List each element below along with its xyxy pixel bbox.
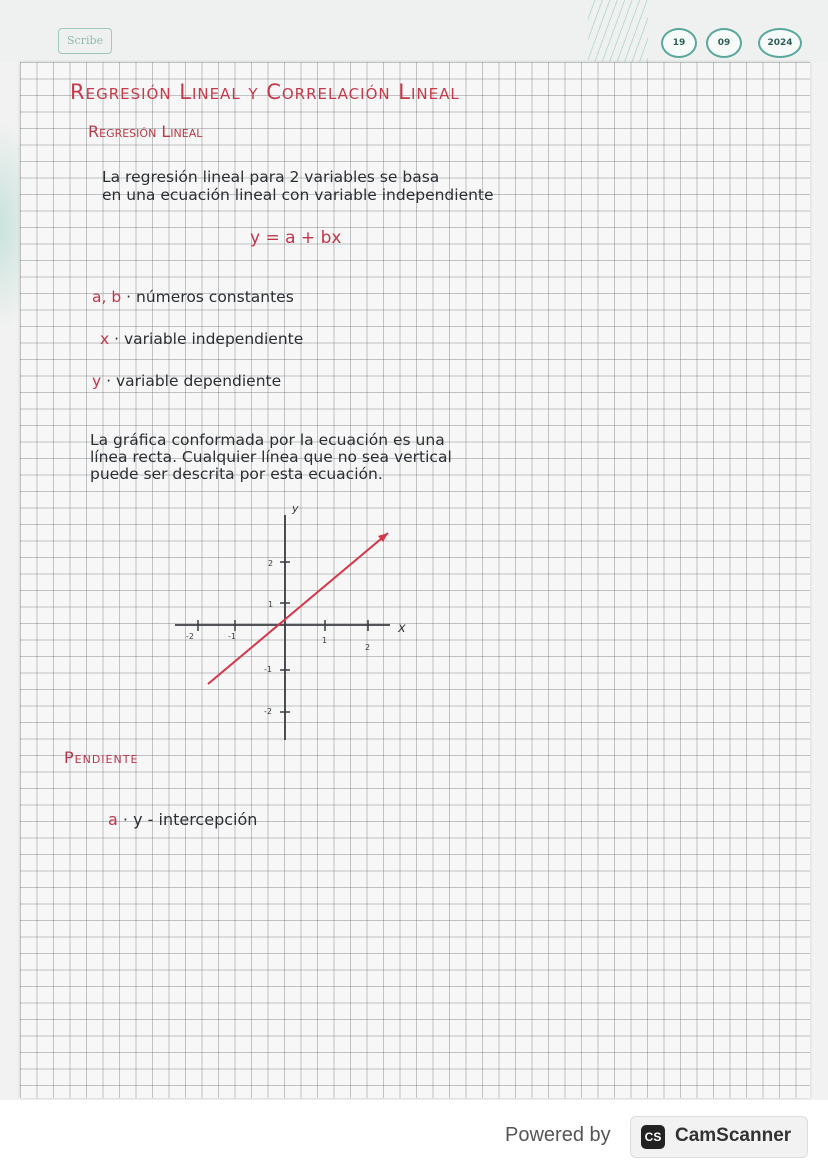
date-month: 09 xyxy=(706,28,742,58)
y-axis-label: y xyxy=(292,502,299,515)
x-tick-label: 1 xyxy=(322,636,328,645)
graph-paragraph xyxy=(90,432,452,483)
text-line: La regresión lineal para 2 variables se basa xyxy=(102,168,440,186)
date-year: 2024 xyxy=(758,28,802,58)
definition-separator: · xyxy=(114,330,124,348)
x-axis-label: x xyxy=(398,621,406,636)
powered-by-text: Powered by xyxy=(505,1124,611,1146)
slope-term: a xyxy=(108,810,118,829)
text-line: en una ecuación lineal con variable independiente xyxy=(102,186,494,204)
definition-term: x xyxy=(100,330,110,348)
definition-text: variable independiente xyxy=(123,330,304,348)
y-tick-label: -1 xyxy=(264,665,272,674)
page-title: Regresión Lineal y Correlación Lineal xyxy=(70,80,460,104)
text-line: línea recta. Cualquier línea que no sea vertical xyxy=(90,448,452,466)
camscanner-logo-icon: CS xyxy=(641,1125,665,1149)
definition-separator: · xyxy=(106,372,116,390)
text-line: La gráfica conformada por la ecuación es una xyxy=(90,431,445,449)
definition-term: a, b xyxy=(92,288,122,306)
x-tick-label: -2 xyxy=(186,632,194,641)
definition-text: números constantes xyxy=(136,288,294,306)
x-tick-label: 2 xyxy=(365,643,371,652)
definition-text: variable dependiente xyxy=(115,372,282,390)
definition-item xyxy=(100,330,303,348)
text-line: puede ser descrita por esta ecuación. xyxy=(90,465,383,483)
intro-paragraph xyxy=(102,168,494,204)
date-day: 19 xyxy=(661,28,697,58)
regression-formula: y = a + bx xyxy=(250,228,342,248)
definition-item xyxy=(92,372,281,390)
definition-item xyxy=(92,288,294,306)
definition-separator: · xyxy=(126,288,136,306)
y-tick-label: 2 xyxy=(268,559,274,568)
slope-text: y - intercepción xyxy=(133,810,258,829)
slope-equation xyxy=(108,810,257,829)
regression-line xyxy=(208,533,388,684)
line-graph xyxy=(170,500,420,750)
slope-separator: · xyxy=(122,810,134,829)
section-subtitle: Regresión Lineal xyxy=(88,122,203,141)
section-pendiente: Pendiente xyxy=(64,748,139,767)
brand-tag: Scribe xyxy=(58,28,112,54)
y-tick-label: 1 xyxy=(268,600,274,609)
x-tick-label: -1 xyxy=(228,632,236,641)
notebook-header xyxy=(0,0,828,62)
definition-term: y xyxy=(92,372,102,390)
camscanner-badge[interactable] xyxy=(630,1116,808,1158)
decorative-stripes xyxy=(588,0,648,62)
camscanner-brand: CamScanner xyxy=(675,1125,792,1146)
y-tick-label: -2 xyxy=(264,707,272,716)
